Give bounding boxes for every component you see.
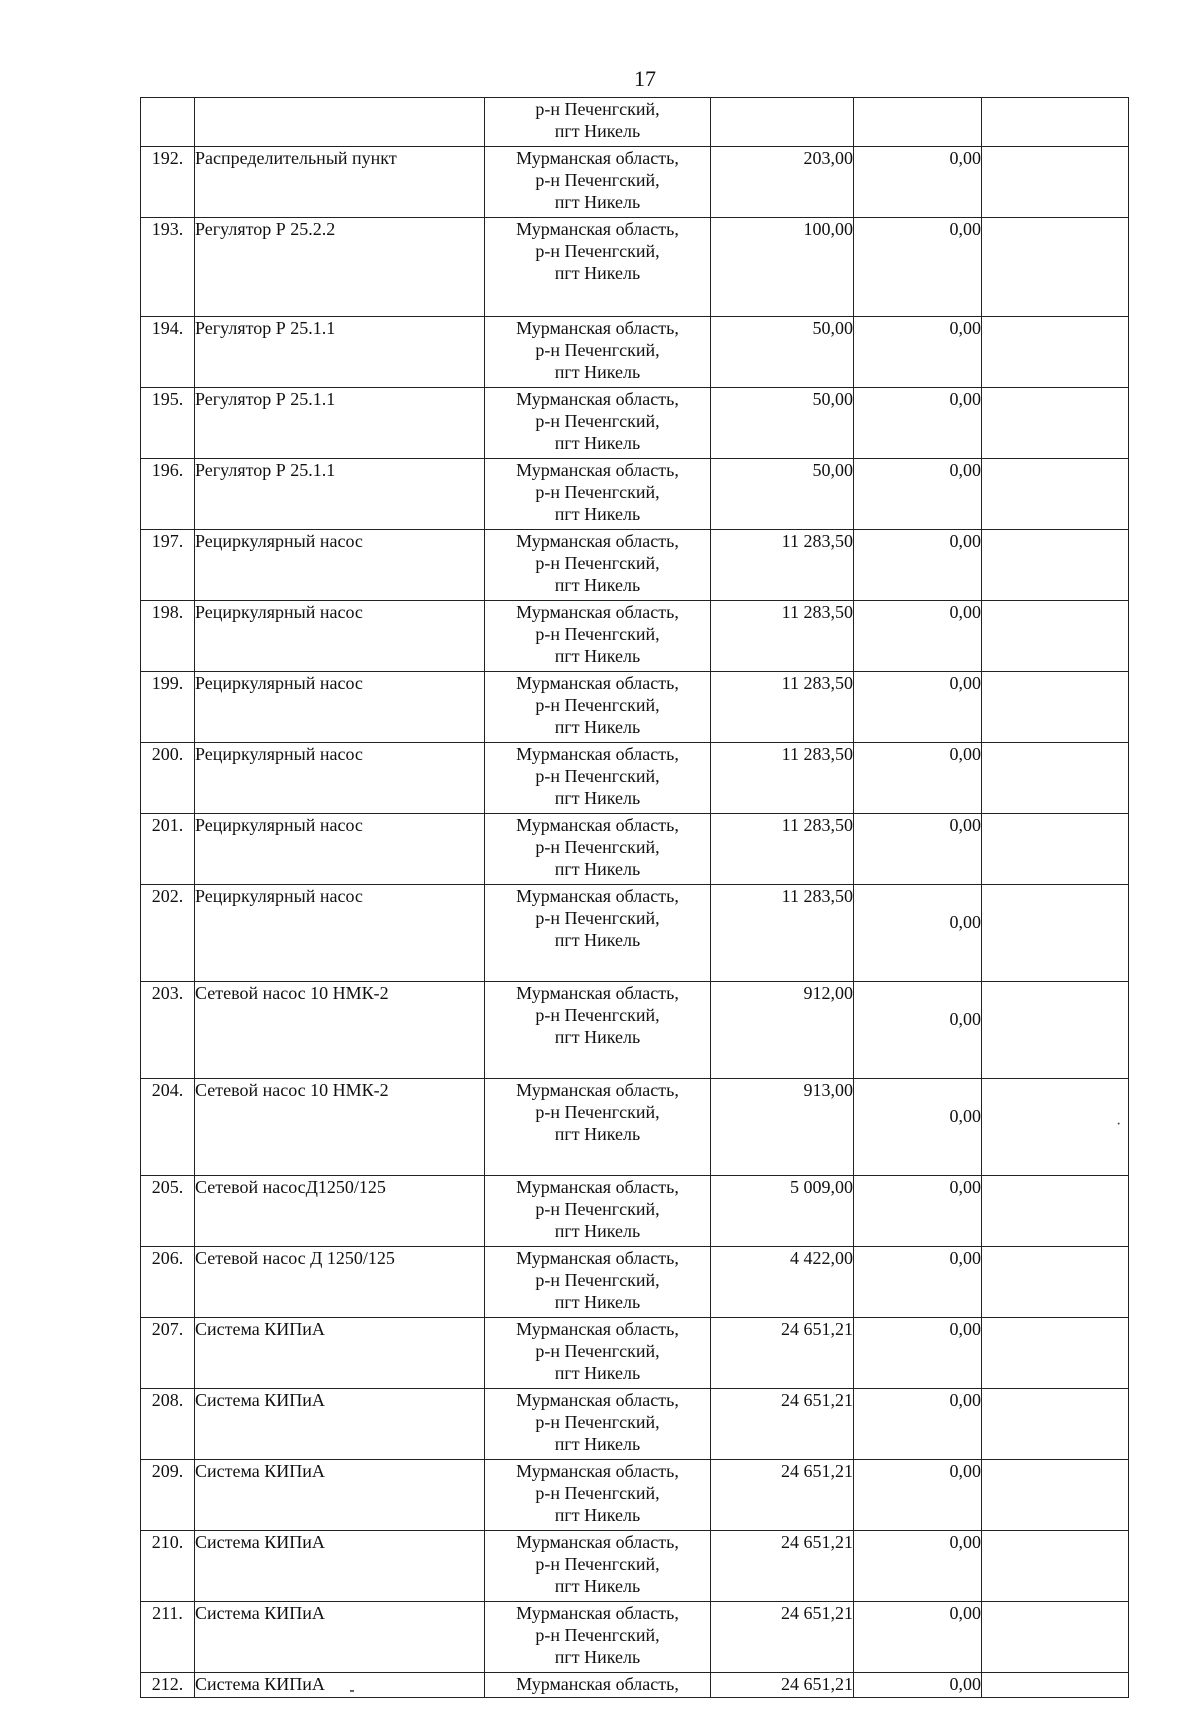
item-name: Система КИПиА — [195, 1531, 485, 1602]
note-cell — [982, 98, 1129, 147]
item-name: Рециркулярный насос — [195, 672, 485, 743]
table-row-continuation — [141, 98, 1129, 147]
address-line3: пгт Никель — [554, 1505, 641, 1525]
residual-value: 0,00 — [854, 672, 982, 743]
page-number: 17 — [634, 66, 656, 91]
address-line1: Мурманская область, — [516, 1461, 679, 1481]
address-line2: р-н Печенгский, — [535, 1554, 660, 1574]
address-line2: р-н Печенгский, — [535, 99, 660, 119]
residual-value: 0,00 — [854, 1602, 982, 1673]
address-cell — [485, 672, 711, 743]
address-line1: Мурманская область, — [516, 602, 679, 622]
address-line3: пгт Никель — [554, 1576, 641, 1596]
address-line2: р-н Печенгский, — [535, 1412, 660, 1432]
address-line2: р-н Печенгский, — [535, 766, 660, 786]
book-value: 11 283,50 — [711, 885, 854, 982]
address-line1: Мурманская область, — [516, 389, 679, 409]
address-cell — [485, 147, 711, 218]
address-line3: пгт Никель — [554, 788, 641, 808]
residual-value: 0,00 — [854, 1673, 982, 1698]
address-line3: пгт Никель — [554, 504, 641, 524]
residual-value: 0,00 — [854, 1176, 982, 1247]
address-cell — [485, 814, 711, 885]
residual-value: 0,00 — [854, 388, 982, 459]
address-line3: пгт Никель — [554, 362, 641, 382]
address-line1: Мурманская область, — [516, 744, 679, 764]
address-cell — [485, 459, 711, 530]
item-name: Система КИПиА — [195, 1389, 485, 1460]
book-value: 11 283,50 — [711, 814, 854, 885]
note-cell — [982, 1460, 1129, 1531]
address-line1: Мурманская область, — [516, 1674, 679, 1694]
table-row — [141, 1176, 1129, 1247]
note-cell — [982, 1318, 1129, 1389]
address-line2: р-н Печенгский, — [535, 1483, 660, 1503]
item-name: Сетевой насос 10 НМК-2 — [195, 1079, 485, 1176]
note-cell — [982, 317, 1129, 388]
address-line1: Мурманская область, — [516, 1248, 679, 1268]
address-line1: Мурманская область, — [516, 815, 679, 835]
row-number: 203. — [141, 982, 195, 1079]
item-name: Сетевой насос Д 1250/125 — [195, 1247, 485, 1318]
row-number: 194. — [141, 317, 195, 388]
table-row — [141, 147, 1129, 218]
address-line3: пгт Никель — [554, 717, 641, 737]
address-line2: р-н Печенгский, — [535, 1199, 660, 1219]
item-name: Рециркулярный насос — [195, 530, 485, 601]
row-number: 209. — [141, 1460, 195, 1531]
book-value: 50,00 — [711, 317, 854, 388]
address-line3: пгт Никель — [554, 646, 641, 666]
address-line3: пгт Никель — [554, 121, 641, 141]
item-name: Система КИПиА — [195, 1318, 485, 1389]
address-cell — [485, 218, 711, 317]
address-line2: р-н Печенгский, — [535, 482, 660, 502]
note-cell — [982, 1531, 1129, 1602]
item-name: Регулятор Р 25.1.1 — [195, 317, 485, 388]
property-registry-table — [140, 97, 1129, 1698]
table-row — [141, 982, 1129, 1079]
row-number: 201. — [141, 814, 195, 885]
note-cell — [982, 1389, 1129, 1460]
note-cell — [982, 147, 1129, 218]
book-value: 203,00 — [711, 147, 854, 218]
item-name: Рециркулярный насос — [195, 885, 485, 982]
residual-value: 0,00 — [854, 530, 982, 601]
item-name: Рециркулярный насос — [195, 814, 485, 885]
item-name: Система КИПиА — [195, 1602, 485, 1673]
address-cell — [485, 1602, 711, 1673]
residual-cell — [854, 98, 982, 147]
residual-value: 0,00 — [854, 1389, 982, 1460]
address-line3: пгт Никель — [554, 1434, 641, 1454]
note-cell — [982, 459, 1129, 530]
address-line1: Мурманская область, — [516, 219, 679, 239]
book-value: 11 283,50 — [711, 743, 854, 814]
note-cell — [982, 814, 1129, 885]
address-line3: пгт Никель — [554, 192, 641, 212]
address-line2: р-н Печенгский, — [535, 1270, 660, 1290]
book-value: 100,00 — [711, 218, 854, 317]
row-number: 202. — [141, 885, 195, 982]
note-cell — [982, 1176, 1129, 1247]
row-number: 193. — [141, 218, 195, 317]
table-row — [141, 1460, 1129, 1531]
item-name: Рециркулярный насос — [195, 601, 485, 672]
residual-value: 0,00 — [854, 1318, 982, 1389]
address-line2: р-н Печенгский, — [535, 695, 660, 715]
address-cell — [485, 1673, 711, 1698]
address-line3: пгт Никель — [554, 433, 641, 453]
table-row — [141, 218, 1129, 317]
address-line1: Мурманская область, — [516, 148, 679, 168]
address-line2: р-н Печенгский, — [535, 624, 660, 644]
item-name: Система КИПиА — [195, 1673, 485, 1698]
item-name: Регулятор Р 25.2.2 — [195, 218, 485, 317]
address-line3: пгт Никель — [554, 263, 641, 283]
item-name: Распределительный пункт — [195, 147, 485, 218]
residual-value: 0,00 — [854, 459, 982, 530]
item-name: Рециркулярный насос — [195, 743, 485, 814]
note-cell — [982, 1602, 1129, 1673]
address-cell — [485, 1247, 711, 1318]
note-cell — [982, 388, 1129, 459]
address-line1: Мурманская область, — [516, 1080, 679, 1100]
book-value: 24 651,21 — [711, 1673, 854, 1698]
address-line1: Мурманская область, — [516, 1390, 679, 1410]
row-number: 197. — [141, 530, 195, 601]
address-cell — [485, 388, 711, 459]
table-row — [141, 530, 1129, 601]
book-value: 11 283,50 — [711, 672, 854, 743]
address-line2: р-н Печенгский, — [535, 837, 660, 857]
note-cell — [982, 218, 1129, 317]
row-number-cell — [141, 98, 195, 147]
address-line1: Мурманская область, — [516, 886, 679, 906]
book-value: 5 009,00 — [711, 1176, 854, 1247]
address-line2: р-н Печенгский, — [535, 1102, 660, 1122]
table-row — [141, 1673, 1129, 1698]
table-row — [141, 1389, 1129, 1460]
book-value: 24 651,21 — [711, 1318, 854, 1389]
residual-value: 0,00 — [854, 1247, 982, 1318]
book-value: 50,00 — [711, 459, 854, 530]
residual-value: 0,00 — [854, 885, 982, 982]
address-line1: Мурманская область, — [516, 1532, 679, 1552]
item-name: Регулятор Р 25.1.1 — [195, 459, 485, 530]
item-name: Сетевой насос 10 НМК-2 — [195, 982, 485, 1079]
table-row — [141, 885, 1129, 982]
address-line3: пгт Никель — [554, 1124, 641, 1144]
address-line1: Мурманская область, — [516, 673, 679, 693]
row-number: 205. — [141, 1176, 195, 1247]
residual-value: 0,00 — [854, 601, 982, 672]
address-cell — [485, 1460, 711, 1531]
address-line2: р-н Печенгский, — [535, 340, 660, 360]
residual-value: 0,00 — [854, 982, 982, 1079]
address-cell — [485, 1531, 711, 1602]
address-cell — [485, 1318, 711, 1389]
address-line2: р-н Печенгский, — [535, 411, 660, 431]
address-cell — [485, 885, 711, 982]
address-line2: р-н Печенгский, — [535, 908, 660, 928]
scan-artifact — [350, 1690, 354, 1692]
note-cell — [982, 672, 1129, 743]
address-cell — [485, 98, 711, 147]
book-value: 24 651,21 — [711, 1602, 854, 1673]
item-name: Сетевой насосД1250/125 — [195, 1176, 485, 1247]
address-line1: Мурманская область, — [516, 1177, 679, 1197]
note-cell — [982, 530, 1129, 601]
row-number: 196. — [141, 459, 195, 530]
residual-value: 0,00 — [854, 1531, 982, 1602]
row-number: 211. — [141, 1602, 195, 1673]
address-cell — [485, 1389, 711, 1460]
address-line1: Мурманская область, — [516, 460, 679, 480]
scan-tick-mark: · — [1116, 1116, 1122, 1133]
address-line1: Мурманская область, — [516, 1319, 679, 1339]
address-cell — [485, 1176, 711, 1247]
table-row — [141, 317, 1129, 388]
address-line1: Мурманская область, — [516, 983, 679, 1003]
note-cell — [982, 1079, 1129, 1176]
address-cell — [485, 317, 711, 388]
residual-value: 0,00 — [854, 218, 982, 317]
row-number: 208. — [141, 1389, 195, 1460]
address-cell — [485, 743, 711, 814]
book-value: 4 422,00 — [711, 1247, 854, 1318]
book-value: 913,00 — [711, 1079, 854, 1176]
address-line3: пгт Никель — [554, 1363, 641, 1383]
book-value: 50,00 — [711, 388, 854, 459]
note-cell — [982, 1673, 1129, 1698]
address-cell — [485, 530, 711, 601]
row-number: 207. — [141, 1318, 195, 1389]
table-row — [141, 672, 1129, 743]
row-number: 204. — [141, 1079, 195, 1176]
item-name-cell — [195, 98, 485, 147]
address-line2: р-н Печенгский, — [535, 553, 660, 573]
address-line3: пгт Никель — [554, 575, 641, 595]
address-cell — [485, 1079, 711, 1176]
note-cell — [982, 1247, 1129, 1318]
table-row — [141, 388, 1129, 459]
address-line3: пгт Никель — [554, 1292, 641, 1312]
residual-value: 0,00 — [854, 814, 982, 885]
note-cell — [982, 982, 1129, 1079]
residual-value: 0,00 — [854, 317, 982, 388]
row-number: 198. — [141, 601, 195, 672]
row-number: 192. — [141, 147, 195, 218]
row-number: 199. — [141, 672, 195, 743]
table-row — [141, 743, 1129, 814]
book-value: 11 283,50 — [711, 530, 854, 601]
address-line3: пгт Никель — [554, 1221, 641, 1241]
item-name: Регулятор Р 25.1.1 — [195, 388, 485, 459]
book-value: 24 651,21 — [711, 1460, 854, 1531]
row-number: 210. — [141, 1531, 195, 1602]
residual-value: 0,00 — [854, 147, 982, 218]
row-number: 212. — [141, 1673, 195, 1698]
address-line2: р-н Печенгский, — [535, 1625, 660, 1645]
address-line2: р-н Печенгский, — [535, 170, 660, 190]
residual-value: 0,00 — [854, 743, 982, 814]
note-cell — [982, 743, 1129, 814]
book-value: 912,00 — [711, 982, 854, 1079]
book-value: 24 651,21 — [711, 1389, 854, 1460]
table-row — [141, 1079, 1129, 1176]
row-number: 200. — [141, 743, 195, 814]
note-cell — [982, 885, 1129, 982]
address-line3: пгт Никель — [554, 1647, 641, 1667]
item-name: Система КИПиА — [195, 1460, 485, 1531]
address-cell — [485, 601, 711, 672]
row-number: 206. — [141, 1247, 195, 1318]
address-cell — [485, 982, 711, 1079]
book-value: 24 651,21 — [711, 1531, 854, 1602]
table-row — [141, 1318, 1129, 1389]
table-row — [141, 1602, 1129, 1673]
note-cell — [982, 601, 1129, 672]
address-line3: пгт Никель — [554, 859, 641, 879]
row-number: 195. — [141, 388, 195, 459]
table-row — [141, 601, 1129, 672]
table-row — [141, 814, 1129, 885]
address-line1: Мурманская область, — [516, 318, 679, 338]
residual-value: 0,00 — [854, 1079, 982, 1176]
table-row — [141, 1531, 1129, 1602]
address-line3: пгт Никель — [554, 1027, 641, 1047]
address-line2: р-н Печенгский, — [535, 1005, 660, 1025]
address-line3: пгт Никель — [554, 930, 641, 950]
value-cell — [711, 98, 854, 147]
residual-value: 0,00 — [854, 1460, 982, 1531]
address-line2: р-н Печенгский, — [535, 1341, 660, 1361]
address-line1: Мурманская область, — [516, 1603, 679, 1623]
address-line2: р-н Печенгский, — [535, 241, 660, 261]
table-row — [141, 459, 1129, 530]
table-row — [141, 1247, 1129, 1318]
address-line1: Мурманская область, — [516, 531, 679, 551]
book-value: 11 283,50 — [711, 601, 854, 672]
